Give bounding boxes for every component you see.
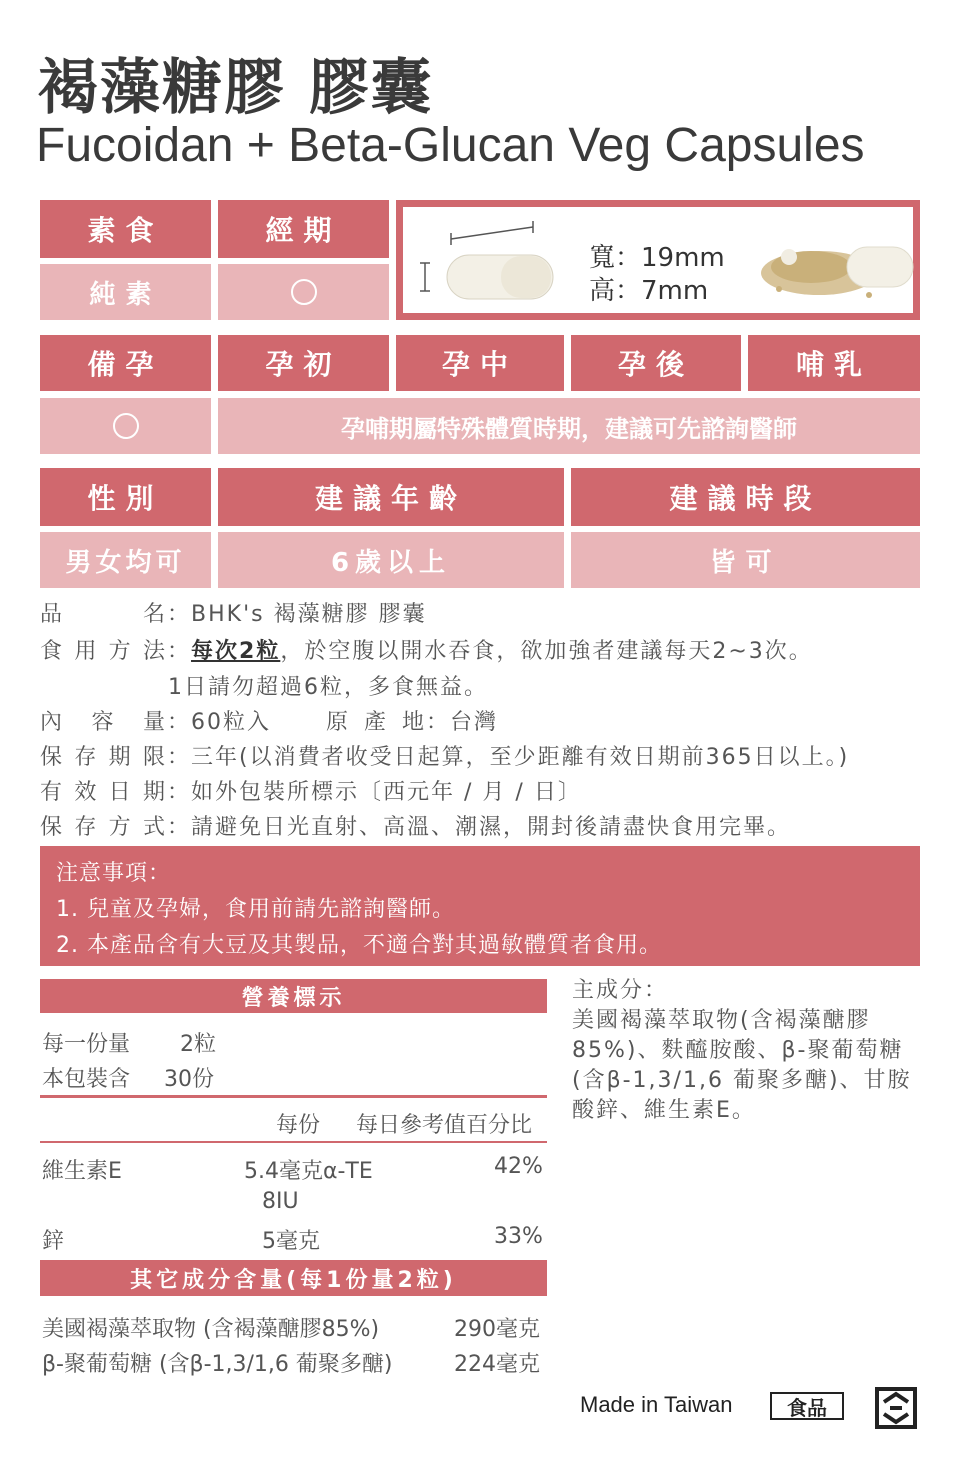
content-value: 60粒入 [191,710,272,735]
info-content-row: 內容量：60粒入 [40,705,271,736]
time-value: 皆可 [571,532,920,588]
pack-value: 30份 [164,1067,214,1092]
info-storage-row: 保存方式：請避免日光直射、高溫、潮濕，開封後請盡快食用完畢。 [40,810,791,841]
col-per-serving: 每份 [276,1113,321,1138]
info-name-row: 品名：BHK's 褐藻糖膠 膠囊 [40,597,427,628]
col-daily-value: 每日參考值百分比 [356,1113,533,1138]
info-expiry-row: 有效日期：如外包裝所標示〔西元年 / 月 / 日〕 [40,775,582,806]
name-value: BHK's 褐藻糖膠 膠囊 [191,602,427,627]
ok-circle-icon [113,413,139,439]
ingredients-title: 主成分： [572,978,669,1003]
nutrient-amount: 5.4毫克α-TE [244,1159,373,1184]
expiry-value: 如外包裝所標示〔西元年 / 月 / 日〕 [191,780,582,805]
pack-label: 本包裝含 [42,1067,131,1092]
ingredients-text: 美國褐藻萃取物(含褐藻醣膠85%)、麩醯胺酸、β-聚葡萄糖(含β-1,3/1,6 葡聚多醣)、甘胺酸鋅、維生素E。 [572,1008,912,1123]
info-method-row: 食用方法：每次2粒，於空腹以開水吞食，欲加強者建議每天2~3次。 [40,634,813,665]
vegetarian-header: 素食 [40,200,211,258]
nutrient-dv: 33% [494,1224,543,1249]
info-origin-row: 原產地：台灣 [326,705,498,736]
method-label: 食用方法 [40,639,167,664]
expiry-label: 有效日期 [40,780,167,805]
nutrient-amount-alt: 8IU [262,1189,299,1214]
notice-item-2: 2. 本產品含有大豆及其製品，不適合對其過敏體質者食用。 [56,933,662,958]
ok-circle-icon [291,279,317,305]
gender-value: 男女均可 [40,532,211,588]
pregnancy-note: 孕哺期屬特殊體質時期，建議可先諮詢醫師 [218,398,920,454]
vegan-label: 純素 [40,264,211,320]
recycle-icon [874,1386,918,1430]
age-header: 建議年齡 [218,468,564,526]
capsule-width: 寬：19mm [589,243,725,273]
pregnancy-header-2: 孕中 [396,335,564,391]
nutrient-name: 鋅 [42,1229,65,1254]
pregnancy-header-1: 孕初 [218,335,389,391]
nutrient-dv: 42% [494,1154,543,1179]
serving-label: 每一份量 [42,1032,131,1057]
origin-value: 台灣 [450,710,499,735]
serving-value: 2粒 [180,1032,216,1057]
powder-capsule-image [749,217,915,307]
period-header: 經期 [218,200,389,258]
nutrient-amount: 5毫克 [262,1229,320,1254]
other-ingredient-amount: 224毫克 [454,1352,540,1377]
pregnancy-header-4: 哺乳 [748,335,920,391]
pregnancy-header-3: 孕後 [571,335,741,391]
other-ingredients-title: 其它成分含量(每1份量2粒) [40,1260,547,1296]
nutrition-rule-top [40,1095,547,1098]
capsule-icon [409,213,579,313]
main-ingredients [572,976,922,1126]
period-ok-cell [218,264,389,320]
notice-title: 注意事項： [56,861,172,886]
origin-label: 原產地 [326,710,426,735]
title-chinese: 褐藻糖膠 膠囊 [38,53,433,123]
notice-item-1: 1. 兒童及孕婦，食用前請先諮詢醫師。 [56,897,455,922]
method-line2: 1日請勿超過6粒，多食無益。 [168,675,488,700]
gender-header: 性別 [40,468,211,526]
method-dose: 每次2粒 [191,639,281,664]
other-ingredient-name: 美國褐藻萃取物 (含褐藻醣膠85%) [42,1317,380,1342]
pregnancy-header-0: 備孕 [40,335,211,391]
storage-label: 保存方式 [40,815,167,840]
shelf-label: 保存期限 [40,745,167,770]
title-english: Fucoidan + Beta-Glucan Veg Capsules [36,119,865,172]
other-ingredient-name: β-聚葡萄糖 (含β-1,3/1,6 葡聚多醣) [42,1352,393,1377]
made-in-taiwan: Made in Taiwan [580,1392,733,1417]
shelf-value: 三年(以消費者收受日起算，至少距離有效日期前365日以上。) [191,745,850,770]
prep-ok-cell [40,398,211,454]
name-label: 品名 [40,602,167,627]
notice-box [40,846,920,966]
method-text: ，於空腹以開水吞食，欲加強者建議每天2~3次。 [280,639,813,664]
info-shelf-row: 保存期限：三年(以消費者收受日起算，至少距離有效日期前365日以上。) [40,740,849,771]
capsule-height: 高：7mm [589,276,709,306]
other-ingredient-amount: 290毫克 [454,1317,540,1342]
food-badge: 食品 [770,1392,844,1420]
capsule-size-box [396,200,920,320]
nutrient-name: 維生素E [42,1159,122,1184]
storage-value: 請避免日光直射、高溫、潮濕，開封後請盡快食用完畢。 [191,815,792,840]
age-value: 6歲以上 [218,532,564,588]
nutrition-rule-mid [40,1141,547,1143]
nutrition-title: 營養標示 [40,979,547,1013]
content-label: 內容量 [40,710,167,735]
time-header: 建議時段 [571,468,920,526]
